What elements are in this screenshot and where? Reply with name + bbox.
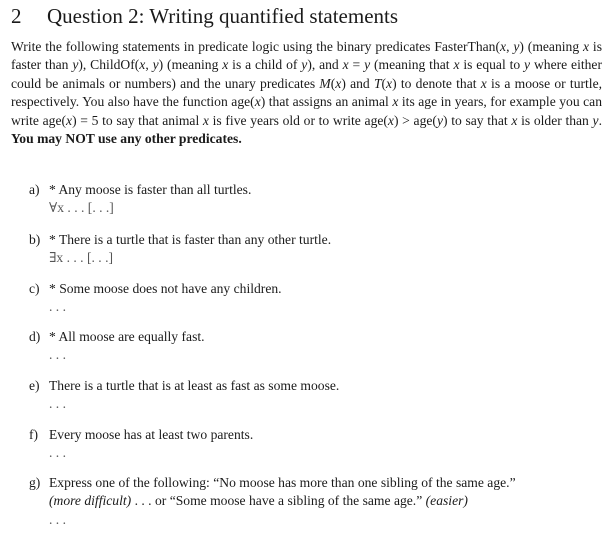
- item-marker: g): [29, 475, 41, 490]
- text: ) to denote that: [392, 75, 481, 91]
- text: ), ChildOf(: [78, 57, 140, 73]
- answer-placeholder: ∃x . . . [. . .]: [49, 250, 114, 266]
- var: y: [592, 112, 599, 128]
- difficulty-note: (more difficult): [49, 493, 132, 509]
- answer-placeholder: . . .: [49, 396, 66, 412]
- text: is equal to: [459, 57, 525, 73]
- var: y: [301, 57, 308, 73]
- item-marker: d): [29, 329, 41, 344]
- var: M: [319, 75, 331, 91]
- section-heading: [11, 2, 606, 30]
- text: is faster than: [11, 39, 603, 73]
- text: ) (meaning: [519, 39, 584, 54]
- var: y: [436, 112, 443, 128]
- item-prompt: * Any moose is faster than all turtles.: [49, 182, 252, 197]
- item-marker: a): [29, 182, 40, 197]
- var: y: [72, 57, 79, 73]
- text: ) > age(: [393, 112, 437, 128]
- var: x: [335, 75, 342, 91]
- var: x: [583, 39, 590, 54]
- item-prompt-continued: [49, 492, 604, 510]
- answer-placeholder: . . .: [49, 347, 66, 363]
- item-marker: f): [29, 427, 39, 442]
- var: x: [254, 94, 261, 110]
- var: y: [152, 57, 159, 73]
- section-title: Question 2: Writing quantified statements: [47, 4, 399, 28]
- text: is a moose or turtle, respectively. You also have the function age(: [11, 75, 602, 110]
- item-prompt: Every moose has at least two parents.: [49, 427, 254, 442]
- var: x: [453, 57, 460, 73]
- var: x: [342, 57, 349, 73]
- item-prompt: * There is a turtle that is faster than any other turtle.: [49, 232, 332, 247]
- var: x: [202, 112, 209, 128]
- text: is older than: [517, 112, 593, 128]
- text: ) = 5 to say that animal: [72, 112, 203, 128]
- var: x: [139, 57, 146, 73]
- text: ) and: [341, 75, 374, 91]
- text: ), and: [307, 57, 343, 73]
- section-number: 2: [11, 4, 22, 28]
- var: x: [500, 39, 507, 54]
- var: x: [480, 75, 487, 91]
- item-prompt: Express one of the following: “No moose has more than one sibling of the same age.”: [49, 475, 516, 490]
- item-prompt: * All moose are equally fast.: [49, 329, 205, 344]
- var: y: [364, 57, 371, 73]
- text: Write the following statements in predicate logic using the binary predicates FasterThan(: [11, 39, 501, 54]
- answer-placeholder: . . .: [49, 511, 66, 527]
- text: ,: [506, 39, 514, 54]
- text: its age in years, for example you can write age(: [11, 94, 603, 128]
- text: where either could be animals or numbers) and the unary predicates: [11, 57, 602, 91]
- var: x: [386, 75, 393, 91]
- answer-placeholder: . . .: [49, 445, 66, 461]
- var: x: [392, 94, 399, 110]
- text: is five years old or to write age(: [208, 112, 388, 128]
- var: x: [66, 112, 73, 128]
- text: =: [348, 57, 365, 73]
- text: ) (meaning: [158, 57, 223, 73]
- text: is a child of: [228, 57, 302, 73]
- constraint-note: You may NOT use any other predicates.: [11, 131, 242, 147]
- item-marker: c): [29, 281, 40, 296]
- text: (meaning that: [370, 57, 454, 73]
- answer-placeholder: . . .: [49, 299, 66, 315]
- difficulty-note: (easier): [425, 493, 468, 509]
- item-prompt: * Some moose does not have any children.: [49, 281, 282, 296]
- var: x: [511, 112, 518, 128]
- text: (: [381, 75, 387, 91]
- text: ) to say that: [442, 112, 512, 128]
- var: x: [387, 112, 394, 128]
- text: ,: [145, 57, 153, 73]
- text: (: [330, 75, 336, 91]
- var: T: [373, 75, 382, 91]
- text: .: [598, 112, 602, 128]
- item-alternative: . . . or “Some moose have a sibling of the same age.”: [131, 493, 426, 509]
- item-marker: b): [29, 232, 41, 247]
- var: y: [513, 39, 520, 54]
- var: y: [524, 57, 531, 73]
- answer-placeholder: ∀x . . . [. . .]: [49, 200, 114, 216]
- var: x: [222, 57, 229, 73]
- instructions-paragraph: [11, 38, 602, 148]
- text: ) that assigns an animal: [260, 94, 393, 110]
- item-marker: e): [29, 378, 40, 393]
- item-prompt: There is a turtle that is at least as fast as some moose.: [49, 378, 340, 393]
